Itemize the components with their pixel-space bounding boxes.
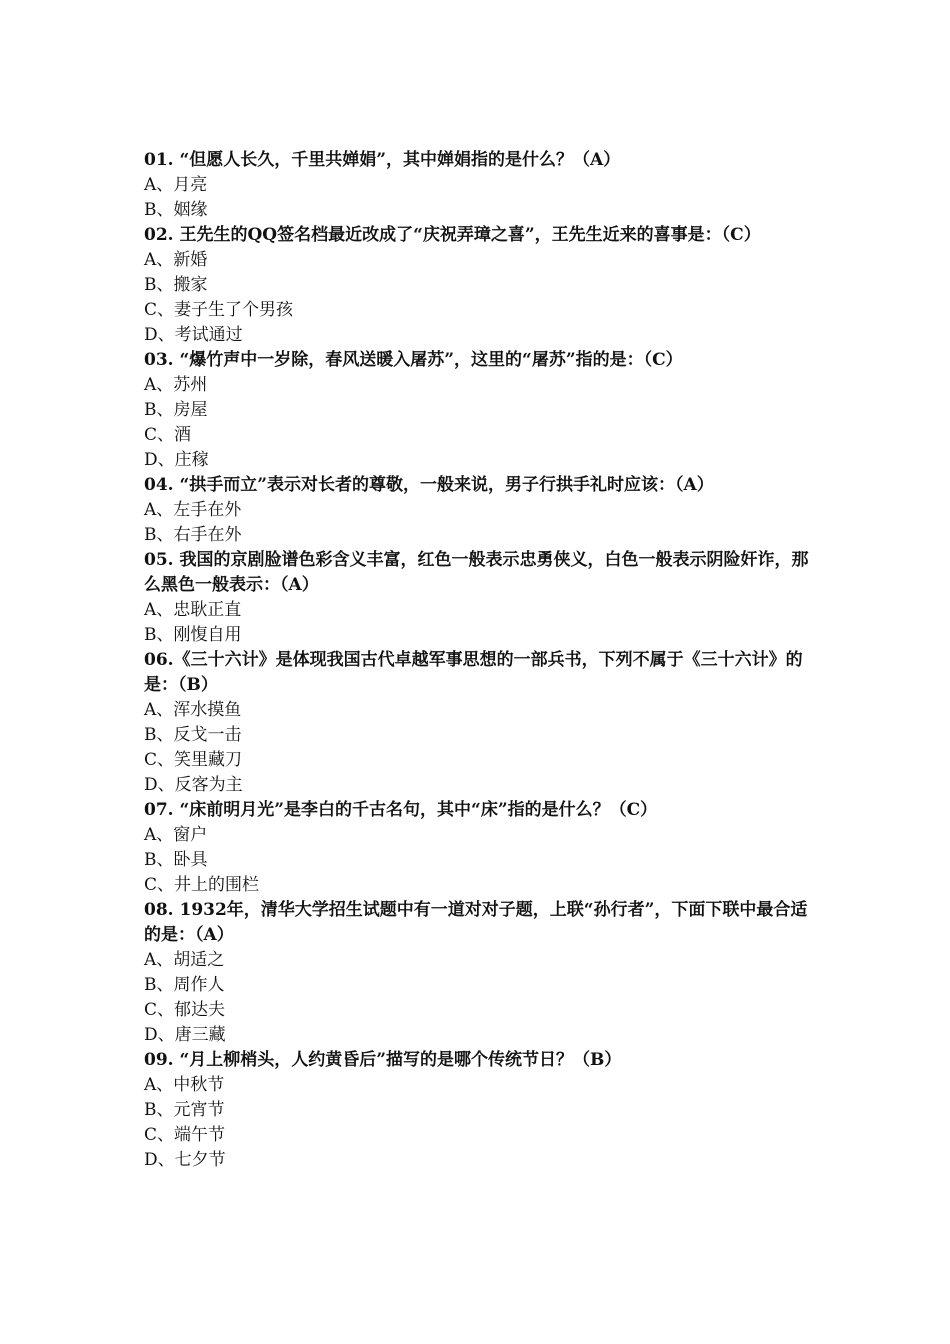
option-a: A、左手在外: [144, 500, 242, 520]
option-c: C、笑里藏刀: [144, 750, 243, 770]
question-04: [144, 473, 816, 548]
option-b: B、周作人: [144, 975, 225, 995]
question-text: 06.《三十六计》是体现我国古代卓越军事思想的一部兵书，下列不属于《三十六计》的是：（B）: [144, 650, 803, 695]
option-c: C、郁达夫: [144, 1000, 226, 1020]
option-b: B、搬家: [144, 275, 208, 295]
question-text: 07. “床前明月光”是李白的千古名句，其中“床”指的是什么？（C）: [144, 800, 658, 820]
question-text: 02. 王先生的QQ签名档最近改成了“庆祝弄璋之喜”，王先生近来的喜事是：（C）: [144, 225, 761, 245]
option-d: D、唐三藏: [144, 1025, 226, 1045]
option-a: A、浑水摸鱼: [144, 700, 242, 720]
option-b: B、姻缘: [144, 200, 208, 220]
question-08: [144, 898, 816, 1048]
question-text: 04. “拱手而立”表示对长者的尊敬，一般来说，男子行拱手礼时应该：（A）: [144, 475, 714, 495]
option-d: D、考试通过: [144, 325, 243, 345]
option-a: A、忠耿正直: [144, 600, 242, 620]
question-07: [144, 798, 816, 898]
option-b: B、元宵节: [144, 1100, 225, 1120]
question-05: [144, 548, 816, 648]
option-a: A、月亮: [144, 175, 208, 195]
question-text: 01. “但愿人长久，千里共婵娟”，其中婵娟指的是什么？（A）: [144, 150, 621, 170]
document-page: [144, 148, 816, 1173]
option-a: A、胡适之: [144, 950, 225, 970]
question-text: 05. 我国的京剧脸谱色彩含义丰富，红色一般表示忠勇侠义，白色一般表示阴险奸诈，那么黑色一般表示：（A）: [144, 550, 809, 595]
option-a: A、苏州: [144, 375, 208, 395]
question-text: 08. 1932年，清华大学招生试题中有一道对对子题，上联“孙行者”，下面下联中最合适的是：（A）: [144, 900, 808, 945]
question-03: [144, 348, 816, 473]
option-a: A、新婚: [144, 250, 208, 270]
option-d: D、庄稼: [144, 450, 209, 470]
option-b: B、反戈一击: [144, 725, 242, 745]
question-02: [144, 223, 816, 348]
option-c: C、妻子生了个男孩: [144, 300, 294, 320]
question-text: 03. “爆竹声中一岁除，春风送暖入屠苏”，这里的“屠苏”指的是：（C）: [144, 350, 683, 370]
question-06: [144, 648, 816, 798]
option-a: A、中秋节: [144, 1075, 225, 1095]
option-b: B、房屋: [144, 400, 208, 420]
question-text: 09. “月上柳梢头，人约黄昏后”描写的是哪个传统节日？（B）: [144, 1050, 622, 1070]
option-b: B、右手在外: [144, 525, 242, 545]
option-d: D、反客为主: [144, 775, 243, 795]
option-d: D、七夕节: [144, 1150, 226, 1170]
question-01: [144, 148, 816, 223]
option-c: C、酒: [144, 425, 192, 445]
option-c: C、端午节: [144, 1125, 226, 1145]
option-b: B、刚愎自用: [144, 625, 242, 645]
question-09: [144, 1048, 816, 1173]
option-c: C、井上的围栏: [144, 875, 260, 895]
option-b: B、卧具: [144, 850, 208, 870]
option-a: A、窗户: [144, 825, 208, 845]
